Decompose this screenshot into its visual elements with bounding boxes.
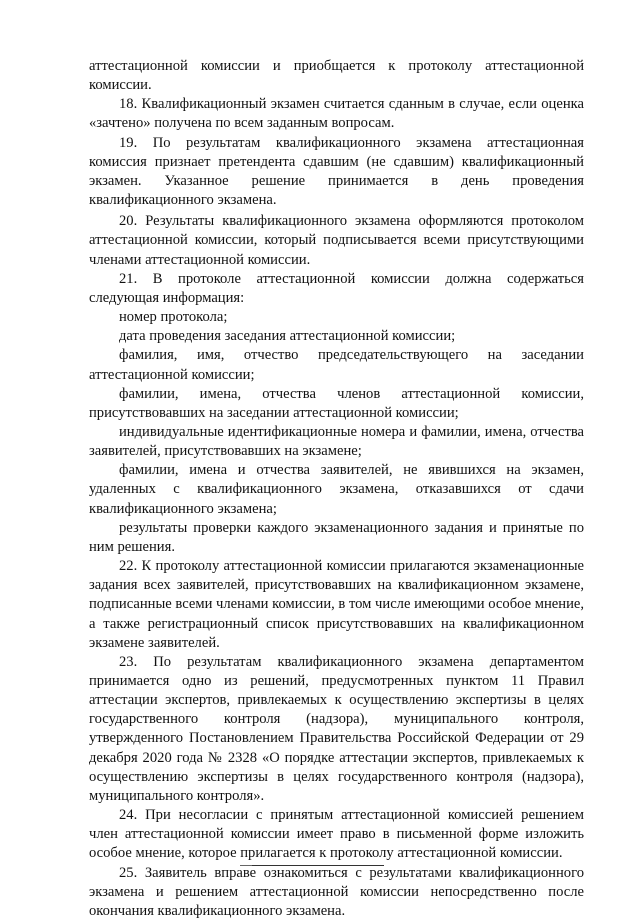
paragraph-24: 24. При несогласии с принятым аттестационной комиссией решением член аттестационной комиссии имеет право в письменной форме изложить особое мнение, которое прилагается к протоколу аттестационной комиссии. [89,807,584,862]
paragraph-20: 20. Результаты квалификационного экзамена оформляются протоколом аттестационной комиссии, который подписывается всеми присутствующими членами аттестационной комиссии. [89,213,584,268]
list-item-applicants-absent: фамилии, имена и отчества заявителей, не явившихся на экзамен, удаленных с квалификационного экзамена, отказавшихся от сдачи квалификационного экзамена; [89,462,584,517]
paragraph-25: 25. Заявитель вправе ознакомиться с результатами квалификационного экзамена и решением аттестационной комиссии непосредственно после окончания квалификационного экзамена. [89,864,584,919]
list-item-session-date: дата проведения заседания аттестационной комиссии; [119,328,456,345]
paragraph-23: 23. По результатам квалификационного экзамена департаментом принимается одно из решений, предусмотренных пунктом 11 Правил аттестации экспертов, привлекаемых к осуществлению экспертизы в целях государственного контроля (надзора), муниципального контроля, утвержденного Постановлением Правительства Российской Федерации от 29 декабря 2020 года № 2328 «О порядке аттестации экспертов, привлекаемых к осуществлению экспертизы в целях государственного контроля (надзора), муниципального контроля». [89,653,584,804]
list-item-protocol-number: номер протокола; [119,309,228,326]
paragraph-continuation: аттестационной комиссии и приобщается к протоколу аттестационной комиссии. [89,58,584,94]
list-item-results: результаты проверки каждого экзаменационного задания и принятые по ним решения. [89,519,584,555]
list-item-chair-name: фамилия, имя, отчество председательствующего на заседании аттестационной комиссии; [89,347,584,383]
end-divider [244,865,384,866]
paragraph-21: 21. В протоколе аттестационной комиссии должна содержаться следующая информация: [89,270,584,306]
paragraph-22: 22. К протоколу аттестационной комиссии прилагаются экзаменационные задания всех заявителей, присутствовавших на квалификационном экзамене, подписанные всеми членами комиссии, в том числе имеющими особое мнение, а также регистрационный список присутствовавших на квалификационном экзамене заявителей. [89,558,584,651]
list-item-applicants-present: индивидуальные идентификационные номера и фамилии, имена, отчества заявителей, присутствовавших на экзамене; [89,423,584,460]
paragraph-19: 19. По результатам квалификационного экзамена аттестационная комиссия признает претендента сдавшим (не сдавшим) квалификационный экзамен. Указанное решение принимается в день проведения квалификационного экзамена. [89,134,584,209]
paragraph-18: 18. Квалификационный экзамен считается сданным в случае, если оценка «зачтено» получена по всем заданным вопросам. [89,96,584,132]
list-item-members-names: фамилии, имена, отчества членов аттестационной комиссии, присутствовавших на заседании аттестационной комиссии; [89,385,584,421]
